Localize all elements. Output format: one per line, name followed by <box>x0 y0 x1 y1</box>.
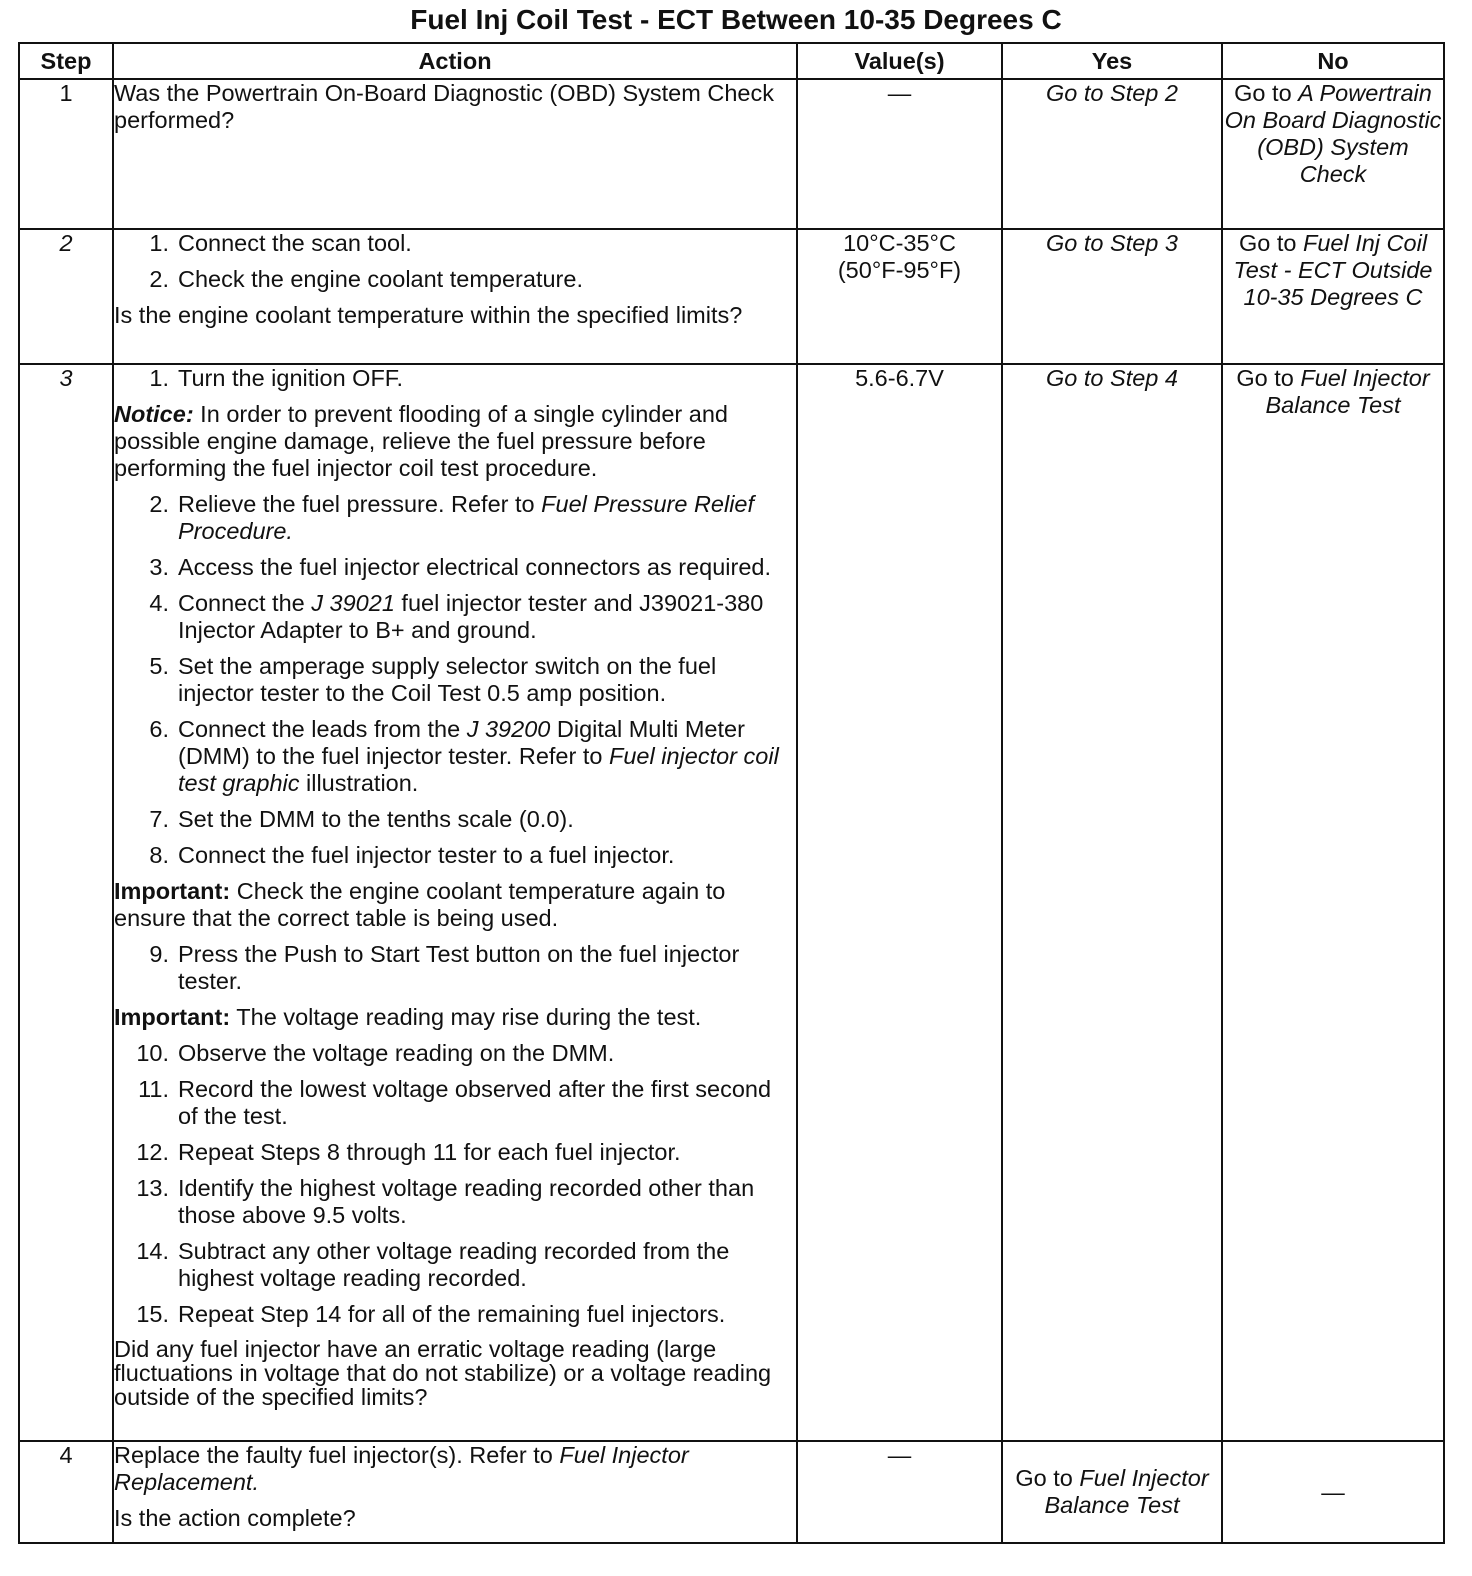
tool-ref: J 39021 <box>311 590 395 616</box>
step-number: 2 <box>19 229 113 364</box>
action-cell <box>113 364 797 1441</box>
action-item: 4. Connect the J 39021 fuel injector tester and J39021-380 Injector Adapter to B+ and ground. <box>149 590 764 643</box>
header-step: Step <box>19 43 113 79</box>
reference-link[interactable]: Fuel Injector Replacement. <box>114 1442 689 1495</box>
action-item: 12. Repeat Steps 8 through 11 for each fuel injector. <box>136 1139 681 1165</box>
action-item: 11. Record the lowest voltage observed after the first second of the test. <box>138 1076 772 1129</box>
reference-link[interactable]: Fuel Pressure Relief Procedure. <box>178 491 755 544</box>
no-cell <box>1222 229 1444 364</box>
header-values: Value(s) <box>797 43 1002 79</box>
table-row <box>19 364 1444 1441</box>
action-text: Replace the faulty fuel injector(s). Refer to Fuel Injector Replacement. <box>114 1442 689 1495</box>
action-item: 13. Identify the highest voltage reading recorded other than those above 9.5 volts. <box>136 1175 755 1228</box>
action-item: 1. Turn the ignition OFF. <box>149 365 404 391</box>
action-cell <box>113 1441 797 1543</box>
value-dash: — <box>887 80 912 106</box>
header-row <box>19 43 1444 79</box>
action-item: 2. Relieve the fuel pressure. Refer to Fuel Pressure Relief Procedure. <box>149 491 755 544</box>
important-note: Important: Check the engine coolant temperature again to ensure that the correct table is being used. <box>114 878 726 931</box>
table-row <box>19 79 1444 229</box>
step-number: 3 <box>19 364 113 1441</box>
action-question: Is the engine coolant temperature within the specified limits? <box>114 302 743 328</box>
tool-ref: J 39200 <box>466 716 551 742</box>
yes-prefix: Go to <box>1015 1465 1080 1491</box>
header-action: Action <box>113 43 797 79</box>
yes-link[interactable]: Go to Step 4 <box>1046 365 1178 391</box>
action-item: 10. Observe the voltage reading on the DMM. <box>136 1040 615 1066</box>
action-item: 14. Subtract any other voltage reading recorded from the highest voltage reading recorded. <box>136 1238 730 1291</box>
no-link[interactable]: A Powertrain On Board Diagnostic (OBD) System Check <box>1224 80 1442 187</box>
action-item: 15. Repeat Step 14 for all of the remaining fuel injectors. <box>136 1301 726 1327</box>
no-prefix: Go to <box>1234 80 1299 106</box>
document-title: Fuel Inj Coil Test - ECT Between 10-35 Degrees C <box>410 4 1062 35</box>
value-dash: — <box>887 1442 912 1468</box>
no-prefix: Go to <box>1236 365 1301 391</box>
table-row <box>19 229 1444 364</box>
action-item: 7. Set the DMM to the tenths scale (0.0). <box>149 806 574 832</box>
action-question: Was the Powertrain On-Board Diagnostic (OBD) System Check performed? <box>114 80 774 133</box>
yes-link[interactable]: Go to Step 2 <box>1046 80 1178 106</box>
diagnostic-table <box>18 42 1445 1544</box>
no-link[interactable]: Fuel Injector Balance Test <box>1265 365 1430 418</box>
action-cell <box>113 79 797 229</box>
yes-cell <box>1002 364 1222 1441</box>
yes-link[interactable]: Go to Step 3 <box>1046 230 1178 256</box>
action-item: 8. Connect the fuel injector tester to a fuel injector. <box>149 842 675 868</box>
value-voltage: 5.6-6.7V <box>855 365 944 391</box>
yes-link[interactable]: Fuel Injector Balance Test <box>1044 1465 1209 1518</box>
no-cell <box>1222 1441 1444 1543</box>
reference-link[interactable]: Fuel injector coil test graphic <box>178 743 779 796</box>
no-link[interactable]: Fuel Inj Coil Test - ECT Outside 10-35 Degrees C <box>1233 230 1433 310</box>
yes-cell <box>1002 229 1222 364</box>
step-number: 1 <box>19 79 113 229</box>
yes-cell <box>1002 79 1222 229</box>
header-no: No <box>1222 43 1444 79</box>
important-note: Important: The voltage reading may rise during the test. <box>114 1004 702 1030</box>
action-item: 3. Access the fuel injector electrical connectors as required. <box>149 554 772 580</box>
action-cell <box>113 229 797 364</box>
action-question: Did any fuel injector have an erratic voltage reading (large fluctuations in voltage that do not stabilize) or a voltage reading outside of the specified limits? <box>114 1336 772 1410</box>
value-cell <box>797 229 1002 364</box>
table-row <box>19 1441 1444 1543</box>
step-number: 4 <box>19 1441 113 1543</box>
value-cell <box>797 364 1002 1441</box>
action-item: 1. Connect the scan tool. <box>149 230 412 256</box>
action-item: 9. Press the Push to Start Test button on the fuel injector tester. <box>149 941 740 994</box>
action-item: 2. Check the engine coolant temperature. <box>149 266 583 292</box>
header-yes: Yes <box>1002 43 1222 79</box>
value-cell <box>797 79 1002 229</box>
action-question: Is the action complete? <box>114 1505 356 1531</box>
value-cell <box>797 1441 1002 1543</box>
no-cell <box>1222 364 1444 1441</box>
yes-cell <box>1002 1441 1222 1543</box>
no-cell <box>1222 79 1444 229</box>
notice-note: Notice: In order to prevent flooding of a single cylinder and possible engine damage, relieve the fuel pressure before performing the fuel injector coil test procedure. <box>114 401 728 481</box>
no-prefix: Go to <box>1238 230 1303 256</box>
value-fahrenheit: (50°F-95°F) <box>837 257 962 283</box>
no-dash: — <box>1321 1478 1345 1505</box>
action-item: 6. Connect the leads from the J 39200 Digital Multi Meter (DMM) to the fuel injector tester. Refer to Fuel injector coil test graphic illustration. <box>149 716 779 796</box>
value-celsius: 10°C-35°C <box>843 230 956 256</box>
action-item: 5. Set the amperage supply selector switch on the fuel injector tester to the Coil Test 0.5 amp position. <box>149 653 717 706</box>
